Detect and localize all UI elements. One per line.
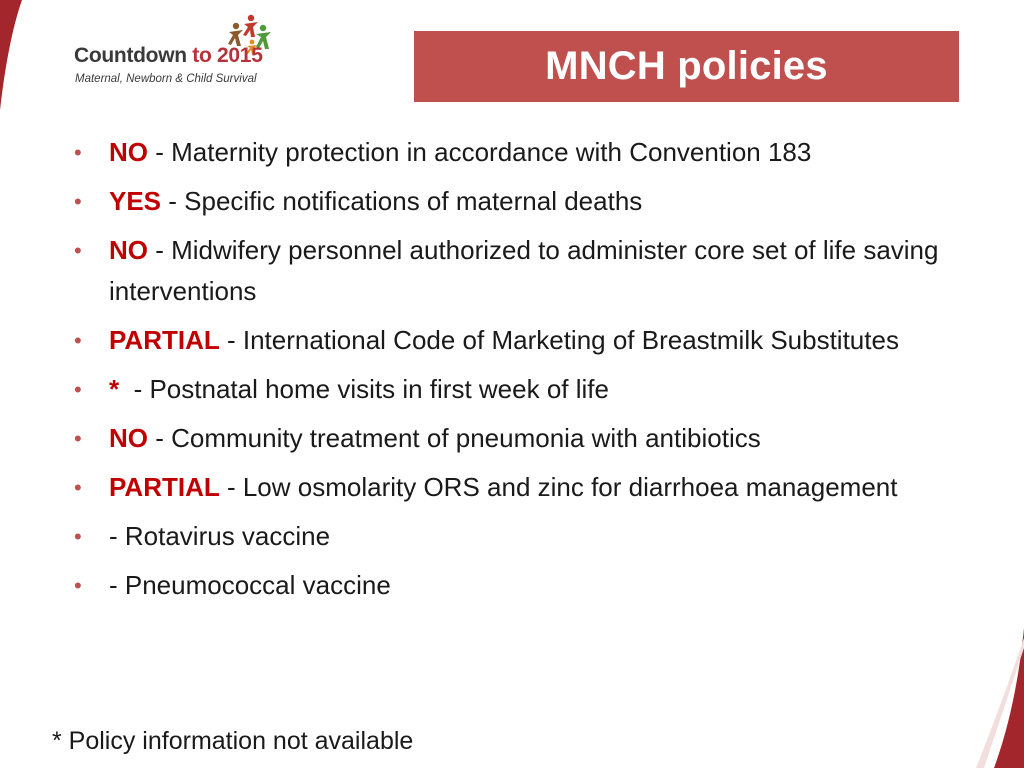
policy-status: PARTIAL <box>109 472 220 502</box>
policy-text: - Maternity protection in accordance with Convention 183 <box>148 137 812 167</box>
corner-swoosh-top-left <box>0 0 60 110</box>
policy-status: PARTIAL <box>109 325 220 355</box>
bullet-icon: • <box>74 573 82 598</box>
list-item <box>74 369 984 410</box>
list-item <box>74 132 984 173</box>
policy-text: - Midwifery personnel authorized to administer core set of life saving interventions <box>109 235 939 306</box>
bullet-icon: • <box>74 426 82 451</box>
bullet-icon: • <box>74 328 82 353</box>
logo-wordmark-accent: to 2015 <box>192 44 263 67</box>
list-item <box>74 181 984 222</box>
policy-list <box>74 132 984 614</box>
policy-status: * <box>109 374 120 404</box>
policy-text: - Rotavirus vaccine <box>109 521 331 551</box>
bullet-icon: • <box>74 238 82 263</box>
footnote: * Policy information not available <box>52 727 414 755</box>
policy-text: - Specific notifications of maternal deaths <box>161 186 643 216</box>
bullet-icon: • <box>74 189 82 214</box>
policy-status: NO <box>109 235 148 265</box>
list-item <box>74 230 984 312</box>
logo-subtitle: Maternal, Newborn & Child Survival <box>75 73 257 85</box>
bullet-icon: • <box>74 140 82 165</box>
page-title: MNCH policies <box>545 44 828 88</box>
policy-text: - Community treatment of pneumonia with antibiotics <box>148 423 761 453</box>
list-item <box>74 565 984 606</box>
policy-status: YES <box>109 186 162 216</box>
logo-wordmark <box>74 44 263 68</box>
countdown-logo <box>74 14 304 94</box>
policy-status: NO <box>109 423 148 453</box>
logo-wordmark-main: Countdown <box>74 44 193 67</box>
policy-status: NO <box>109 137 148 167</box>
policy-text: - International Code of Marketing of Breastmilk Substitutes <box>219 325 899 355</box>
policy-text: - Low osmolarity ORS and zinc for diarrhoea management <box>219 472 898 502</box>
list-item <box>74 516 984 557</box>
corner-swoosh-bottom-right <box>954 628 1024 768</box>
policy-text: - Postnatal home visits in first week of life <box>119 374 609 404</box>
policy-text: - Pneumococcal vaccine <box>109 570 391 600</box>
bullet-icon: • <box>74 524 82 549</box>
title-banner <box>414 31 959 102</box>
bullet-icon: • <box>74 377 82 402</box>
list-item <box>74 418 984 459</box>
list-item <box>74 320 984 361</box>
bullet-icon: • <box>74 475 82 500</box>
list-item <box>74 467 984 508</box>
